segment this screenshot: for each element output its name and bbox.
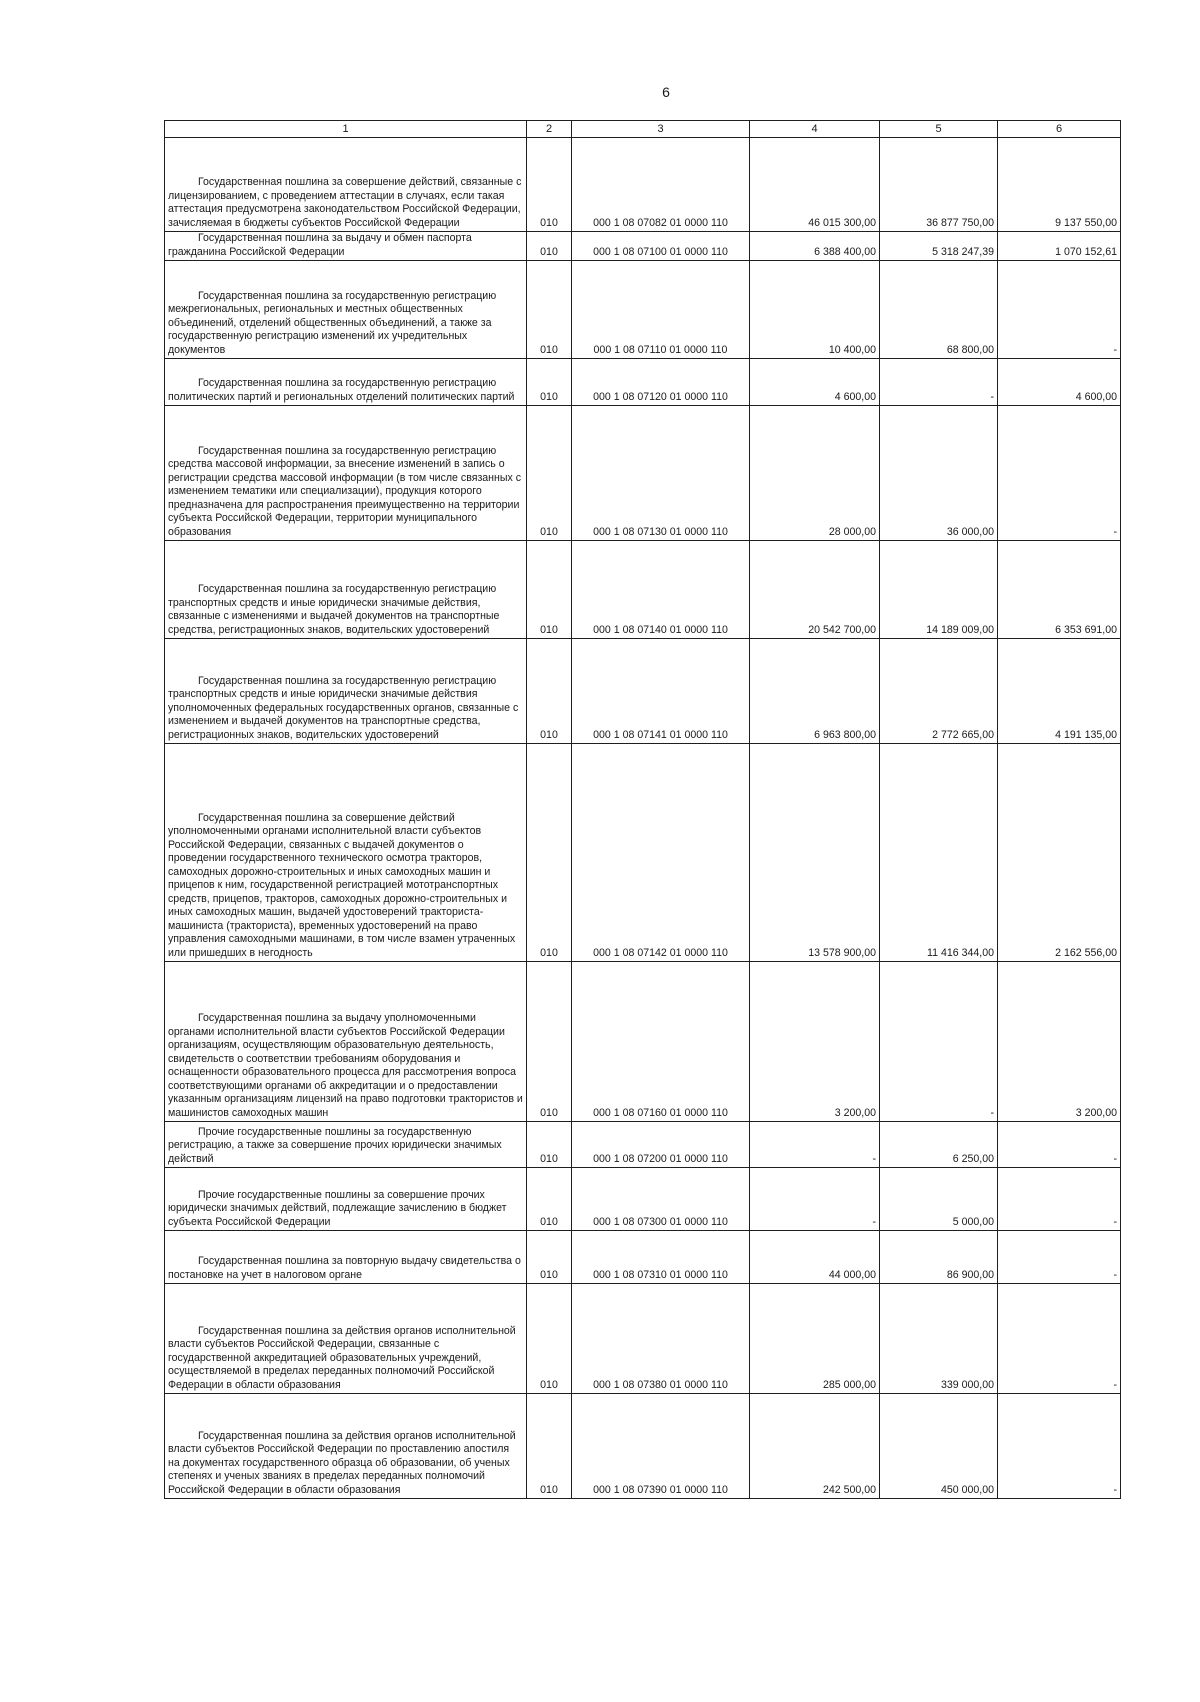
row-value-col5: - [880,962,998,1122]
table-row [165,1122,1121,1168]
row-value-col4: 46 015 300,00 [750,138,880,232]
row-value-col4: 6 388 400,00 [750,232,880,261]
row-value-col6: - [998,1284,1121,1394]
row-value-col5: 5 000,00 [880,1168,998,1231]
row-value-col6: - [998,1168,1121,1231]
row-value-col6: - [998,261,1121,359]
header-col-6: 6 [998,121,1121,138]
row-description: Государственная пошлина за действия органов исполнительной власти субъектов Российской Федерации по проставлению апостиля на документах государственного образца об образовании, об ученых степенях и ученых званиях в пределах переданных полномочий Российской Федерации в области образования [165,1394,527,1499]
row-description: Прочие государственные пошлины за совершение прочих юридически значимых действий, подлежащие зачислению в бюджет субъекта Российской Федерации [165,1168,527,1231]
row-value-col6: 4 600,00 [998,359,1121,406]
row-description: Государственная пошлина за действия органов исполнительной власти субъектов Российской Федерации, связанные с государственной аккредитацией образовательных учреждений, осуществляемой в пределах переданных полномочий Российской Федерации в области образования [165,1284,527,1394]
row-value-col4: 44 000,00 [750,1231,880,1284]
row-value-col6: - [998,1231,1121,1284]
header-col-2: 2 [527,121,572,138]
row-value-col4: 20 542 700,00 [750,541,880,639]
row-code: 010 [527,232,572,261]
table-header-row [165,121,1121,138]
row-value-col6: - [998,406,1121,541]
row-value-col5: 36 877 750,00 [880,138,998,232]
row-value-col4: - [750,1168,880,1231]
row-value-col4: - [750,1122,880,1168]
row-value-col6: 1 070 152,61 [998,232,1121,261]
row-code: 010 [527,261,572,359]
table-row [165,1394,1121,1499]
row-value-col5: 339 000,00 [880,1284,998,1394]
row-description: Государственная пошлина за государственную регистрацию средства массовой информации, за внесение изменений в запись о регистрации средства массовой информации (в том числе связанных с изменением тематики или специализации), продукция которого предназначена для распространения преимущественно на территории субъекта Российской Федерации, территории муниципального образования [165,406,527,541]
row-value-col5: 14 189 009,00 [880,541,998,639]
row-kbk-code: 000 1 08 07142 01 0000 110 [572,744,750,962]
row-code: 010 [527,406,572,541]
row-description: Государственная пошлина за совершение действий, связанные с лицензированием, с проведением аттестации в случаях, если такая аттестация предусмотрена законодательством Российской Федерации, зачисляемая в бюджеты субъектов Российской Федерации [165,138,527,232]
row-value-col4: 10 400,00 [750,261,880,359]
row-description: Государственная пошлина за выдачу уполномоченными органами исполнительной власти субъектов Российской Федерации организациям, осуществляющим образовательную деятельность, свидетельств о соответствии требованиям оборудования и оснащенности образовательного процесса для рассмотрения вопроса соответствующими органами об аккредитации и о предоставлении указанным организациям лицензий на право подготовки трактористов и машинистов самоходных машин [165,962,527,1122]
row-code: 010 [527,1231,572,1284]
row-description: Государственная пошлина за выдачу и обмен паспорта гражданина Российской Федерации [165,232,527,261]
row-value-col5: 11 416 344,00 [880,744,998,962]
table-row [165,1284,1121,1394]
table-row [165,138,1121,232]
row-value-col5: - [880,359,998,406]
row-kbk-code: 000 1 08 07300 01 0000 110 [572,1168,750,1231]
row-code: 010 [527,359,572,406]
row-kbk-code: 000 1 08 07100 01 0000 110 [572,232,750,261]
row-value-col5: 6 250,00 [880,1122,998,1168]
row-kbk-code: 000 1 08 07380 01 0000 110 [572,1284,750,1394]
row-value-col6: 3 200,00 [998,962,1121,1122]
page-number: 6 [662,84,670,100]
row-value-col5: 5 318 247,39 [880,232,998,261]
table-row [165,1168,1121,1231]
row-value-col6: 6 353 691,00 [998,541,1121,639]
row-code: 010 [527,1394,572,1499]
row-code: 010 [527,744,572,962]
table-row [165,1231,1121,1284]
table-row [165,261,1121,359]
row-value-col6: 2 162 556,00 [998,744,1121,962]
row-code: 010 [527,1284,572,1394]
row-kbk-code: 000 1 08 07141 01 0000 110 [572,639,750,744]
row-description: Государственная пошлина за государственную регистрацию политических партий и региональных отделений политических партий [165,359,527,406]
row-value-col6: - [998,1122,1121,1168]
row-description: Государственная пошлина за повторную выдачу свидетельства о постановке на учет в налоговом органе [165,1231,527,1284]
row-kbk-code: 000 1 08 07140 01 0000 110 [572,541,750,639]
row-code: 010 [527,962,572,1122]
table-row [165,962,1121,1122]
table-row [165,639,1121,744]
table-row [165,744,1121,962]
row-description: Государственная пошлина за совершение действий уполномоченными органами исполнительной власти субъектов Российской Федерации, связанных с выдачей документов о проведении государственного технического осмотра тракторов, самоходных дорожно-строительных и иных самоходных машин и прицепов к ним, государственной регистрацией мототранспортных средств, прицепов, тракторов, самоходных дорожно-строительных и иных самоходных машин, выдачей удостоверений тракториста-машиниста (тракториста), временных удостоверений на право управления самоходными машинами, в том числе взамен утраченных или пришедших в негодность [165,744,527,962]
row-value-col4: 6 963 800,00 [750,639,880,744]
row-kbk-code: 000 1 08 07310 01 0000 110 [572,1231,750,1284]
row-value-col6: 4 191 135,00 [998,639,1121,744]
row-description: Государственная пошлина за государственную регистрацию транспортных средств и иные юридически значимые действия, связанные с изменениями и выдачей документов на транспортные средства, регистрационных знаков, водительских удостоверений [165,541,527,639]
row-value-col4: 285 000,00 [750,1284,880,1394]
row-value-col5: 450 000,00 [880,1394,998,1499]
row-value-col6: 9 137 550,00 [998,138,1121,232]
row-value-col5: 2 772 665,00 [880,639,998,744]
table-row [165,541,1121,639]
table-row [165,406,1121,541]
row-value-col4: 4 600,00 [750,359,880,406]
row-code: 010 [527,1122,572,1168]
row-description: Прочие государственные пошлины за государственную регистрацию, а также за совершение прочих юридически значимых действий [165,1122,527,1168]
row-description: Государственная пошлина за государственную регистрацию межрегиональных, региональных и местных общественных объединений, отделений общественных объединений, а также за государственную регистрацию изменений их учредительных документов [165,261,527,359]
header-col-4: 4 [750,121,880,138]
row-kbk-code: 000 1 08 07160 01 0000 110 [572,962,750,1122]
header-col-1: 1 [165,121,527,138]
row-kbk-code: 000 1 08 07082 01 0000 110 [572,138,750,232]
header-col-5: 5 [880,121,998,138]
row-code: 010 [527,138,572,232]
revenue-table [164,120,1121,1499]
table-row [165,232,1121,261]
table-row [165,359,1121,406]
row-value-col4: 13 578 900,00 [750,744,880,962]
row-description: Государственная пошлина за государственную регистрацию транспортных средств и иные юридически значимые действия уполномоченных федеральных государственных органов, связанные с изменением и выдачей документов на транспортные средства, регистрационных знаков, водительских удостоверений [165,639,527,744]
row-value-col5: 68 800,00 [880,261,998,359]
row-value-col4: 242 500,00 [750,1394,880,1499]
row-kbk-code: 000 1 08 07130 01 0000 110 [572,406,750,541]
row-kbk-code: 000 1 08 07120 01 0000 110 [572,359,750,406]
row-value-col5: 86 900,00 [880,1231,998,1284]
row-value-col4: 28 000,00 [750,406,880,541]
row-code: 010 [527,1168,572,1231]
row-kbk-code: 000 1 08 07110 01 0000 110 [572,261,750,359]
row-kbk-code: 000 1 08 07200 01 0000 110 [572,1122,750,1168]
row-value-col4: 3 200,00 [750,962,880,1122]
row-value-col6: - [998,1394,1121,1499]
header-col-3: 3 [572,121,750,138]
row-kbk-code: 000 1 08 07390 01 0000 110 [572,1394,750,1499]
row-code: 010 [527,639,572,744]
row-code: 010 [527,541,572,639]
row-value-col5: 36 000,00 [880,406,998,541]
